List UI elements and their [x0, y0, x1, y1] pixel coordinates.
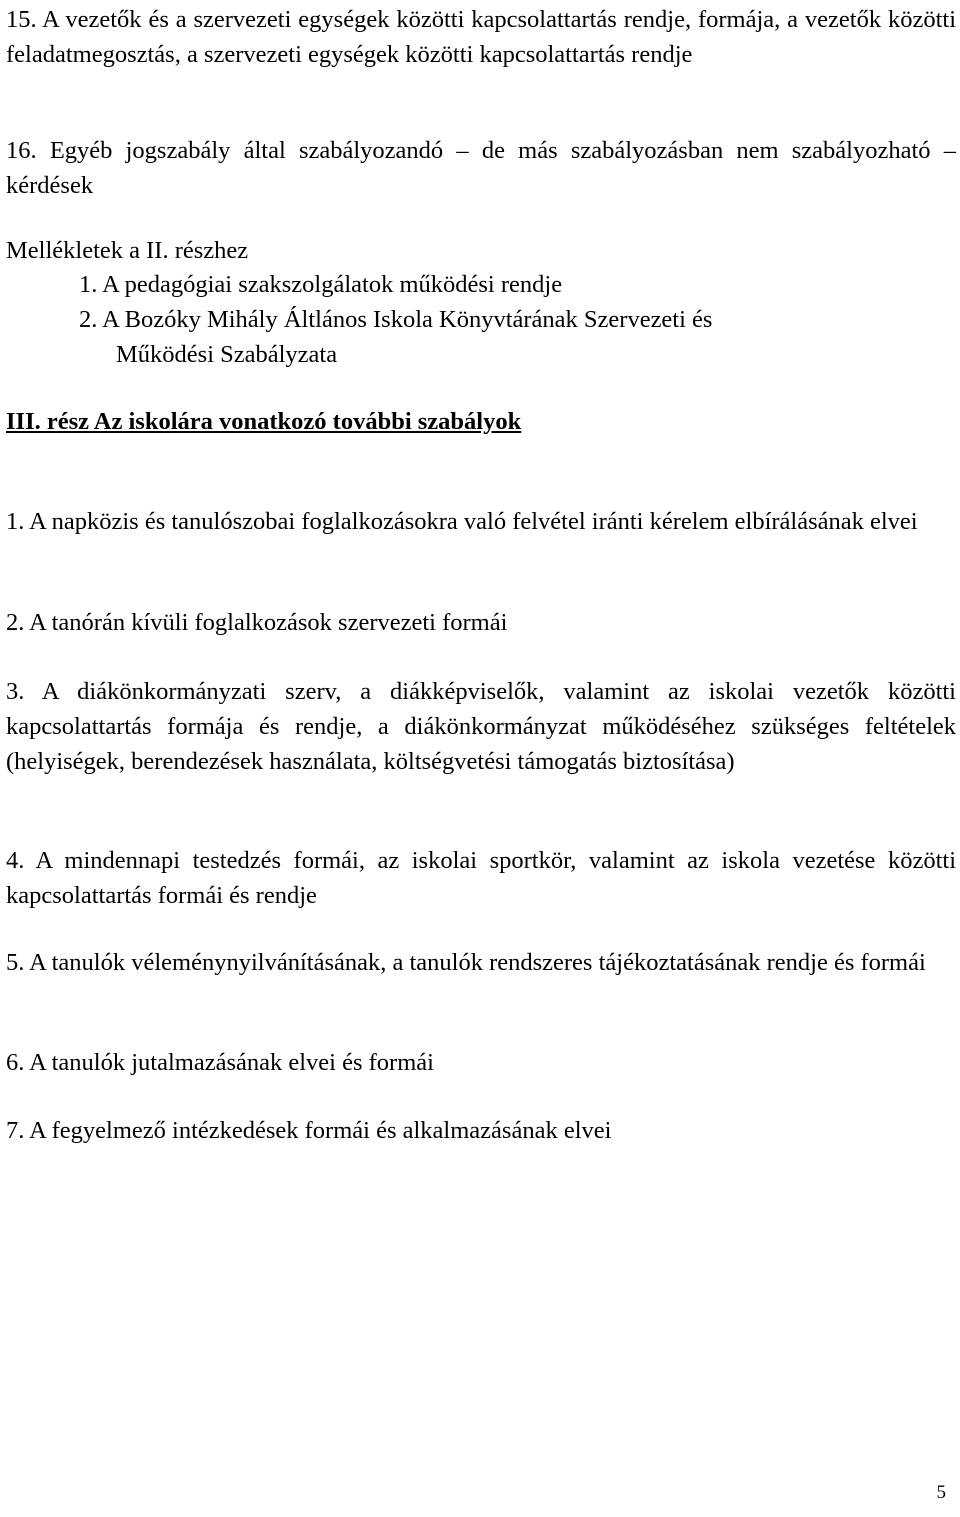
part3-item-4: 4. A mindennapi testedzés formái, az iskolai sportkör, valamint az iskola vezetése közötti kapcsolattartás formái és rendje — [6, 847, 956, 909]
annex-item-1: 1. A pedagógiai szakszolgálatok működési rendje — [79, 271, 563, 298]
part2-item-16: 16. Egyéb jogszabály által szabályozandó – de más szabályozásban nem szabályozható – kérdések — [6, 137, 956, 199]
part3-item-1: 1. A napközis és tanulószobai foglalkozásokra való felvétel iránti kérelem elbírálásának elvei — [6, 508, 918, 535]
annex-item-2-line-1: 2. A Bozóky Mihály Áltlános Iskola Könyvtárának Szervezeti és — [79, 306, 713, 333]
part3-heading: III. rész Az iskolára vonatkozó további szabályok — [6, 408, 522, 435]
page-number: 5 — [936, 1482, 946, 1503]
part3-item-3: 3. A diákönkormányzati szerv, a diákképviselők, valamint az iskolai vezetők közötti kapcsolattartás formája és rendje, a diákönkormányzat működéséhez szükséges feltételek (helyiségek, berendezések használata, költségvetési támogatás biztosítása) — [6, 678, 956, 775]
part2-item-15: 15. A vezetők és a szervezeti egységek közötti kapcsolattartás rendje, formája, a vezetők közötti feladatmegosztás, a szervezeti egységek közötti kapcsolattartás rendje — [6, 6, 956, 68]
part3-item-5: 5. A tanulók véleménynyilvánításának, a tanulók rendszeres tájékoztatásának rendje és formái — [6, 949, 926, 976]
annex-item-2-line-2: Működési Szabályzata — [116, 341, 338, 368]
part3-item-2: 2. A tanórán kívüli foglalkozások szervezeti formái — [6, 609, 508, 636]
part3-item-6: 6. A tanulók jutalmazásának elvei és formái — [6, 1049, 434, 1076]
annexes-heading: Mellékletek a II. részhez — [6, 237, 249, 264]
part3-item-7: 7. A fegyelmező intézkedések formái és alkalmazásának elvei — [6, 1117, 612, 1144]
